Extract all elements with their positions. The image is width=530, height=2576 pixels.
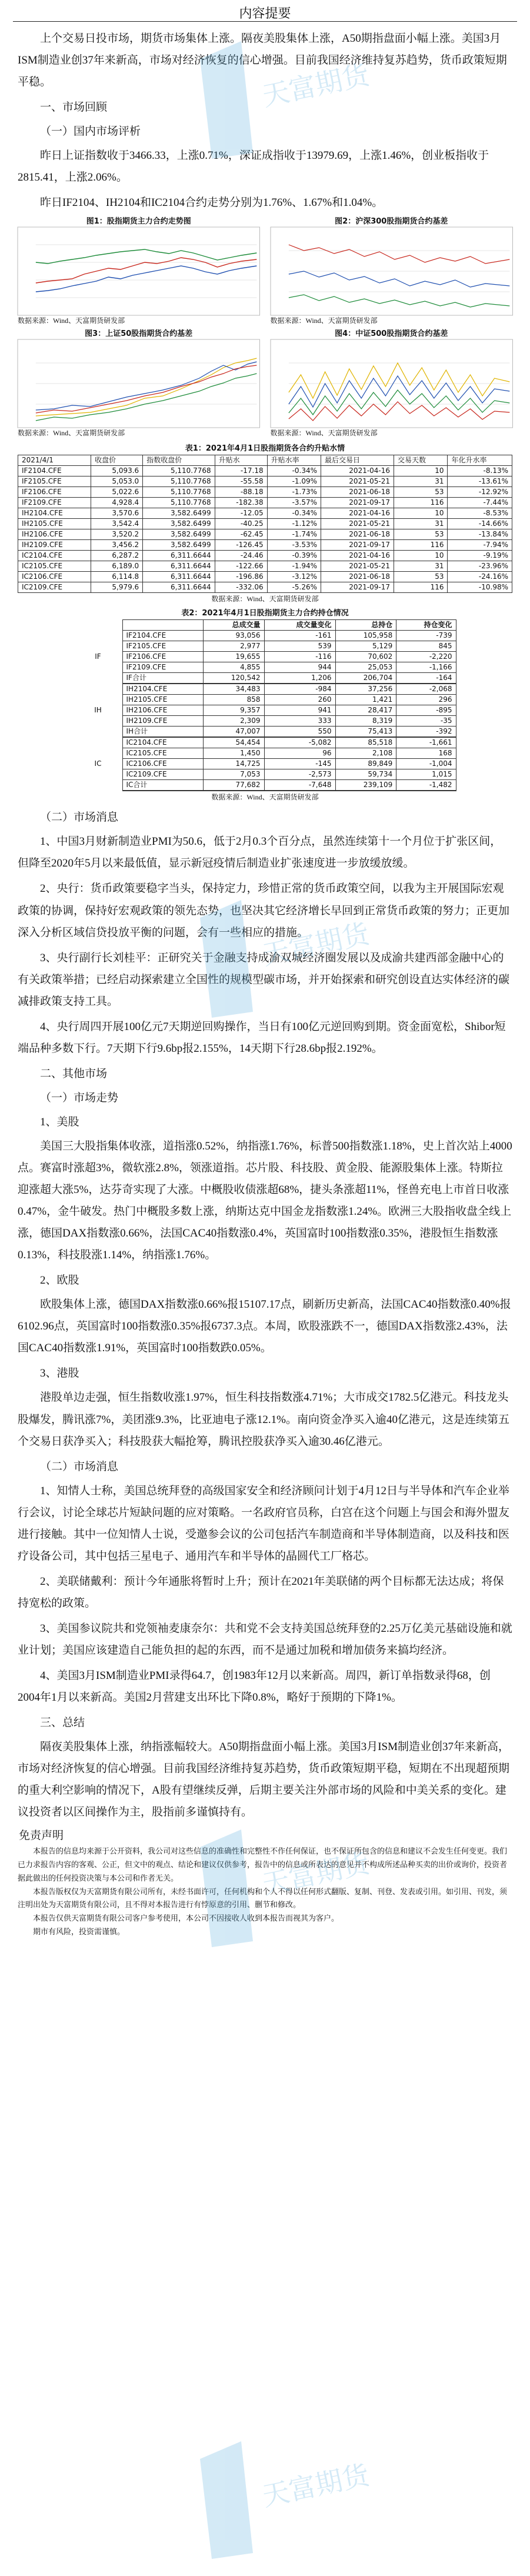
position-table-cell: 296 xyxy=(396,694,456,705)
summary-paragraph: 上个交易日投市场，期货市场集体上涨。隔夜美股集体上涨，A50期指盘面小幅上涨。美国3月ISM制造业创37年来新高，市场对经济恢复的信心增强。目前我国经济维持复苏趋势，货币政策短期平稳。 xyxy=(18,32,507,89)
basis-table-row xyxy=(18,518,512,529)
svg-text:天富期货: 天富期货 xyxy=(259,2458,372,2512)
position-table-cell: -984 xyxy=(264,684,335,695)
position-table-cell: 1,206 xyxy=(264,672,335,684)
position-table-cell: 239,109 xyxy=(335,779,396,791)
basis-table-cell: IF2109.CFE xyxy=(18,497,91,508)
position-table xyxy=(74,619,456,791)
basis-table-cell: 3,520.2 xyxy=(91,529,143,539)
page-title: 内容提要 xyxy=(239,6,291,21)
position-table-row xyxy=(74,779,456,791)
basis-table-cell: -1.12% xyxy=(267,518,321,529)
basis-table-row xyxy=(18,465,512,476)
basis-table-row xyxy=(18,486,512,497)
basis-table-cell: -7.44% xyxy=(448,497,512,508)
watermark-logo xyxy=(176,2435,372,2565)
chart-1-plot xyxy=(18,227,260,315)
basis-table-cell: 5,110.7768 xyxy=(143,476,215,486)
disclaimer-paragraph-4: 期市有风险，投资需谨慎。 xyxy=(33,1927,125,1936)
basis-table-cell: 10 xyxy=(394,508,448,518)
position-table-row xyxy=(74,737,456,748)
position-table-cell: 96 xyxy=(264,748,335,758)
basis-table-header: 年化升水率 xyxy=(448,455,512,465)
chart-1 xyxy=(18,217,260,325)
position-table-cell: -1,482 xyxy=(396,779,456,791)
basis-table-cell: IF2104.CFE xyxy=(18,465,91,476)
position-table-row xyxy=(74,748,456,758)
position-table-row xyxy=(74,672,456,684)
basis-table-cell: 3,582.6499 xyxy=(143,529,215,539)
position-table-cell: 4,855 xyxy=(203,662,264,672)
position-table-cell: IF2109.CFE xyxy=(122,662,203,672)
basis-table-row xyxy=(18,497,512,508)
basis-table-cell: 5,110.7768 xyxy=(143,497,215,508)
position-table-cell: -2,220 xyxy=(396,651,456,662)
basis-table-cell: 6,114.8 xyxy=(91,571,143,582)
basis-table-cell: 5,979.6 xyxy=(91,582,143,592)
basis-table-cell: 3,570.6 xyxy=(91,508,143,518)
subsection-domestic: （一）国内市场评析 xyxy=(40,125,141,138)
position-table-cell: 105,958 xyxy=(335,630,396,641)
disclaimer-paragraph-1: 本报告的信息均来源于公开资料，我公司对这些信息的准确性和完整性不作任何保证，也不保证所包含的信息和建议不会发生任何变更。我们已力求报告内容的客观、公正，但文中的观点、结论和建议仅供参考，报告中的信息或所表达的意见并不构成所述品种买卖的出价或询价，投资者据此做出的任何投资决策与本公司和作者无关。 xyxy=(18,1847,508,1882)
basis-table-cell: 2021-05-21 xyxy=(321,476,394,486)
position-table-cell: -7,648 xyxy=(264,779,335,791)
overseas-news-3: 3、美国参议院共和党领袖麦康奈尔：共和党不会支持美国总统拜登的2.25万亿美元基础设施和就业计划；美国应该建造自己能负担的起的东西，而不是通过加税和增加债务来搞均经济。 xyxy=(18,1622,512,1657)
chart-grid xyxy=(18,217,512,438)
overseas-news-4: 4、美国3月ISM制造业PMI录得64.7，创1983年12月以来新高。周四，新订单指数录得68，创2004年1月以来新高。美国2月营建支出环比下降0.8%，略好于预期的下降1%。 xyxy=(18,1669,491,1704)
position-table-row xyxy=(74,758,456,769)
basis-table-cell: 3,542.4 xyxy=(91,518,143,529)
position-table-cell: 77,682 xyxy=(203,779,264,791)
basis-table-row xyxy=(18,582,512,592)
chart-2-plot xyxy=(271,227,513,315)
chart-3-plot xyxy=(18,339,260,428)
position-table-cell: -392 xyxy=(396,726,456,737)
review-paragraph-2: 昨日IF2104、IH2104和IC2104合约走势分别为1.76%、1.67%和1.04%。 xyxy=(40,196,384,209)
position-table-cell: 941 xyxy=(264,705,335,715)
position-table-row xyxy=(74,641,456,651)
position-table-cell: 5,129 xyxy=(335,641,396,651)
position-table-cell: -895 xyxy=(396,705,456,715)
position-table-row xyxy=(74,726,456,737)
basis-table-cell: -122.66 xyxy=(215,561,267,571)
table-1-caption: 表1：2021年4月1日股指期货各合约升贴水情 xyxy=(185,444,345,454)
basis-table-cell: -5.26% xyxy=(267,582,321,592)
news-item-3: 3、央行副行长刘桂平：正研究关于金融支持成渝双城经济圈发展以及成渝共建西部金融中心的有关政策举措；已经启动探索建立全国性的规模型碳市场，并开始探索和研究创设直达实体经济的碳减排政策支持工具。 xyxy=(18,951,510,1008)
disclaimer xyxy=(0,1845,530,1938)
basis-table-cell: -1.73% xyxy=(267,486,321,497)
basis-table-cell: 53 xyxy=(394,486,448,497)
chart-3-title: 图3：上证50股指期货合约基差 xyxy=(85,329,193,338)
position-table-row xyxy=(74,662,456,672)
basis-table-cell: 3,456.2 xyxy=(91,539,143,550)
position-table-cell: -1,004 xyxy=(396,758,456,769)
basis-table-cell: IF2106.CFE xyxy=(18,486,91,497)
chart-3-source: 数据来源：Wind、天富期货研发部 xyxy=(18,428,125,437)
position-table-cell: 7,053 xyxy=(203,769,264,779)
basis-table-row xyxy=(18,571,512,582)
basis-table-cell: IC2105.CFE xyxy=(18,561,91,571)
basis-table-cell: 3,582.6499 xyxy=(143,518,215,529)
position-table-header xyxy=(74,619,123,630)
basis-table-cell: 5,110.7768 xyxy=(143,486,215,497)
position-table-cell: IF2104.CFE xyxy=(122,630,203,641)
position-table-cell: 206,704 xyxy=(335,672,396,684)
position-table-cell: 550 xyxy=(264,726,335,737)
position-table-row xyxy=(74,630,456,641)
basis-table-cell: IH2106.CFE xyxy=(18,529,91,539)
conclusion-paragraph: 隔夜美股集体上涨，纳指涨幅较大。A50期指盘面小幅上涨。美国3月ISM制造业创37年来新高，市场对经济恢复的信心增强。目前我国经济维持复苏趋势，货币政策短期平稳，短期在不出现超预期的重大利空影响的情况下，A股有望继续反弹，后期主要关注外部市场的风险和中美关系的变化。建议投资者以区间操作为主，股指前多谨慎持有。 xyxy=(18,1741,510,1819)
svg-text:天富期货: 天富期货 xyxy=(259,917,372,971)
basis-table-cell: -126.45 xyxy=(215,539,267,550)
basis-table-cell: -9.19% xyxy=(448,550,512,561)
chart-4 xyxy=(271,329,513,438)
subsection-overseas-news: （二）市场消息 xyxy=(40,1460,119,1473)
position-table-cell: IH2104.CFE xyxy=(122,684,203,695)
position-table-cell: -1,661 xyxy=(396,737,456,748)
position-table-cell: 59,734 xyxy=(335,769,396,779)
basis-table-cell: -17.18 xyxy=(215,465,267,476)
basis-table-cell: 2021-05-21 xyxy=(321,561,394,571)
basis-table-cell: -196.86 xyxy=(215,571,267,582)
basis-table-cell: 3,582.6499 xyxy=(143,508,215,518)
position-table-cell: 845 xyxy=(396,641,456,651)
position-table-row xyxy=(74,705,456,715)
review-paragraph-1: 昨日上证指数收于3466.33，上涨0.71%，深证成指收于13979.69，上涨1.46%，创业板指收于2815.41，上涨2.06%。 xyxy=(18,149,489,184)
position-table-cell: IF2106.CFE xyxy=(122,651,203,662)
basis-table-cell: IH2109.CFE xyxy=(18,539,91,550)
disclaimer-paragraph-2: 本报告版权仅为天富期货有限公司所有，未经书面许可，任何机构和个人不得以任何形式翻版、复制、刊登、发表或引用。如引用、刊发，须注明出处为天富期货有限公司，且不得对本报告进行有悖原意的引用、删节和修改。 xyxy=(18,1887,508,1909)
position-table-cell: 37,256 xyxy=(335,684,396,695)
chart-2-source: 数据来源：Wind、天富期货研发部 xyxy=(270,316,378,325)
position-table-group: IC xyxy=(94,759,102,768)
basis-table-cell: -12.05 xyxy=(215,508,267,518)
position-table-cell: IF2105.CFE xyxy=(122,641,203,651)
position-table-cell: 47,007 xyxy=(203,726,264,737)
basis-table-cell: -40.25 xyxy=(215,518,267,529)
chart-1-title: 图1：股指期货主力合约走势图 xyxy=(86,217,191,226)
chart-1-source: 数据来源：Wind、天富期货研发部 xyxy=(18,316,125,325)
basis-table-cell: -7.94% xyxy=(448,539,512,550)
basis-table-cell: IH2104.CFE xyxy=(18,508,91,518)
eu-stocks-paragraph: 欧股集体上涨，德国DAX指数涨0.66%报15107.17点，刷新历史新高，法国CAC40指数涨0.40%报6102.96点，英国富时100指数涨0.35%报6737.3点。本周，欧股涨跌不一，德国DAX指数涨2.43%，法国CAC40指数涨1.91%，英国富时100指数跌0.05%。 xyxy=(18,1298,511,1355)
basis-table-row xyxy=(18,508,512,518)
disclaimer-title: 免责声明 xyxy=(19,1829,64,1842)
position-table-cell: -2,068 xyxy=(396,684,456,695)
basis-table-cell: 6,311.6644 xyxy=(143,561,215,571)
basis-table-cell: -13.84% xyxy=(448,529,512,539)
basis-table-cell: 2021-06-18 xyxy=(321,486,394,497)
basis-table-cell: 53 xyxy=(394,571,448,582)
position-table-cell: 9,357 xyxy=(203,705,264,715)
position-table-cell: 858 xyxy=(203,694,264,705)
basis-table-row xyxy=(18,539,512,550)
position-table-cell: IC2109.CFE xyxy=(122,769,203,779)
basis-table-header: 最后交易日 xyxy=(321,455,394,465)
basis-table-cell: -1.94% xyxy=(267,561,321,571)
basis-table-cell: 53 xyxy=(394,529,448,539)
position-table-cell: -5,082 xyxy=(264,737,335,748)
chart-4-title: 图4：中证500股指期货合约基差 xyxy=(335,329,448,338)
basis-table-cell: -0.39% xyxy=(267,550,321,561)
basis-table-cell: 6,311.6644 xyxy=(143,550,215,561)
basis-table-cell: 6,189.0 xyxy=(91,561,143,571)
position-table-cell: IH2106.CFE xyxy=(122,705,203,715)
basis-table-cell: 5,093.6 xyxy=(91,465,143,476)
svg-text:天富期货: 天富期货 xyxy=(259,58,372,112)
basis-table-cell: 2021-05-21 xyxy=(321,518,394,529)
basis-table-cell: -182.38 xyxy=(215,497,267,508)
position-table-cell: 2,977 xyxy=(203,641,264,651)
us-stocks-paragraph: 美国三大股指集体收涨，道指涨0.52%，纳指涨1.76%，标普500指数涨1.18%，史上首次站上4000点。赛富时涨超3%，微软涨2.8%，领涨道指。芯片股、科技股、黄金股、能源股集体上涨。特斯拉迎涨超大涨5%，达芬奇实现了大涨。中概股收债涨超68%，捷头条涨超11%，怪兽充电上市首日收涨0.47%，金牛破发。热门中概股多数上涨，纳斯达克中国金龙指数涨1.24%。欧洲三大股指收盘全线上涨，德国DAX指数涨0.66%，法国CAC40指数涨0.4%，英国富时100指数涨0.35%，港股恒生指数涨0.13%，科技股涨1.14%，纳指涨1.76%。 xyxy=(18,1139,512,1262)
position-table-cell: -739 xyxy=(396,630,456,641)
basis-table-cell: -10.98% xyxy=(448,582,512,592)
position-table-cell: -35 xyxy=(396,715,456,726)
basis-table-cell: 5,022.6 xyxy=(91,486,143,497)
chart-2-title: 图2：沪深300股指期货合约基差 xyxy=(335,217,448,226)
basis-table-cell: 6,287.2 xyxy=(91,550,143,561)
position-table-cell: 2,108 xyxy=(335,748,396,758)
basis-table-cell: 31 xyxy=(394,561,448,571)
chart-4-plot xyxy=(271,339,513,428)
basis-table-cell: 2021-09-17 xyxy=(321,539,394,550)
position-table-group: IF xyxy=(95,652,101,661)
news-item-1: 1、中国3月财新制造业PMI为50.6，低于2月0.3个百分点，虽然连续第十一个月位于扩张区间，但降至2020年5月以来最低值，显示新冠疫情后制造业扩张速度进一步放缓放缓。 xyxy=(18,835,502,870)
position-table-cell: IH2105.CFE xyxy=(122,694,203,705)
position-table-cell: 539 xyxy=(264,641,335,651)
basis-table-cell: 10 xyxy=(394,550,448,561)
basis-table-header: 升贴水 xyxy=(215,455,267,465)
position-table-cell: 14,725 xyxy=(203,758,264,769)
section-market-review: 一、市场回顾 xyxy=(40,101,108,114)
basis-table-cell: 2021-04-16 xyxy=(321,465,394,476)
table-2-caption: 表2：2021年4月1日股指期货主力合约持仓情况 xyxy=(181,609,349,618)
basis-table-cell: -8.53% xyxy=(448,508,512,518)
basis-table-cell: 2021-06-18 xyxy=(321,529,394,539)
basis-table-cell: -24.16% xyxy=(448,571,512,582)
subsection-market-trend: （一）市场走势 xyxy=(40,1091,119,1104)
position-table-cell: -2,573 xyxy=(264,769,335,779)
chart-4-source: 数据来源：Wind、天富期货研发部 xyxy=(270,428,378,437)
section-other-markets: 二、其他市场 xyxy=(40,1067,108,1080)
basis-table-cell: -8.13% xyxy=(448,465,512,476)
position-table-group: IH xyxy=(94,705,102,714)
position-table-cell: 1,450 xyxy=(203,748,264,758)
hk-stocks-paragraph: 港股单边走强，恒生指数收涨1.97%，恒生科技指数涨4.71%；大市成交1782.5亿港元。科技龙头股爆发，腾讯涨7%，美团涨9.3%，比亚迪电子涨12.1%。南向资金净买入逾40亿港元，这是连续第五个交易日获净买入；科技股获大幅抢筹，腾讯控股获净买入逾30.46亿港元。 xyxy=(18,1391,509,1448)
table-1-source: 数据来源：Wind、天富期货研发部 xyxy=(211,594,319,603)
basis-table-cell: 2021-06-18 xyxy=(321,571,394,582)
position-table-cell: IF合计 xyxy=(122,672,203,684)
position-table-cell: 1,421 xyxy=(335,694,396,705)
position-table-cell: 75,413 xyxy=(335,726,396,737)
position-table-header: 成交量变化 xyxy=(264,619,335,630)
subsection-market-news: （二）市场消息 xyxy=(40,811,119,824)
position-table-cell: 70,602 xyxy=(335,651,396,662)
position-table-cell: -164 xyxy=(396,672,456,684)
basis-table-header: 升贴水率 xyxy=(267,455,321,465)
position-table-cell: 34,483 xyxy=(203,684,264,695)
position-table-cell: IH合计 xyxy=(122,726,203,737)
basis-table-cell: 4,928.4 xyxy=(91,497,143,508)
position-table-cell: IC2105.CFE xyxy=(122,748,203,758)
position-table-row xyxy=(74,684,456,695)
basis-table-cell: 5,053.0 xyxy=(91,476,143,486)
position-table-row xyxy=(74,715,456,726)
basis-table-row xyxy=(18,550,512,561)
basis-table-cell: 2021-04-16 xyxy=(321,550,394,561)
basis-table-cell: 2021-04-16 xyxy=(321,508,394,518)
basis-table-cell: -3.12% xyxy=(267,571,321,582)
heading-us-stocks: 1、美股 xyxy=(40,1115,79,1128)
basis-table-cell: -62.45 xyxy=(215,529,267,539)
basis-table-row xyxy=(18,476,512,486)
news-item-4: 4、央行周四开展100亿元7天期逆回购操作，当日有100亿元逆回购到期。资金面宽松，Shibor短端品种多数下行。7天期下行9.6bp报2.155%，14天期下行28.6bp报2.192%。 xyxy=(18,1020,506,1055)
position-table-cell: 25,053 xyxy=(335,662,396,672)
basis-table-cell: -14.66% xyxy=(448,518,512,529)
basis-table-cell: IH2105.CFE xyxy=(18,518,91,529)
basis-table-cell: IF2105.CFE xyxy=(18,476,91,486)
position-table-cell: 19,655 xyxy=(203,651,264,662)
basis-table-cell: -12.92% xyxy=(448,486,512,497)
position-table-cell: 1,015 xyxy=(396,769,456,779)
svg-text:天富期货: 天富期货 xyxy=(259,1847,372,1901)
basis-table-cell: -1.74% xyxy=(267,529,321,539)
basis-table-cell: 3,582.6499 xyxy=(143,539,215,550)
position-table-cell: 2,309 xyxy=(203,715,264,726)
basis-table-cell: -0.34% xyxy=(267,508,321,518)
news-item-2: 2、央行：货币政策要稳字当头，保持定力，珍惜正常的货币政策空间，以我为主开展国际宏观政策的协调，保持好宏观政策的领先态势，也坚决其它经济增长早回到正常货币政策的努力；正更加深入分析区域信贷投放平衡的问题，会有一些相应的措施。 xyxy=(18,882,510,939)
basis-table-header: 2021/4/1 xyxy=(18,455,91,465)
position-table-cell: -116 xyxy=(264,651,335,662)
position-table-cell: 333 xyxy=(264,715,335,726)
basis-table-header: 指数收盘价 xyxy=(143,455,215,465)
position-table-cell: IC2104.CFE xyxy=(122,737,203,748)
basis-table-cell: -3.53% xyxy=(267,539,321,550)
report-body xyxy=(0,22,530,1823)
basis-table-cell: 116 xyxy=(394,539,448,550)
position-table-header: 总持仓 xyxy=(335,619,396,630)
position-table-cell: -161 xyxy=(264,630,335,641)
basis-table-cell: -24.46 xyxy=(215,550,267,561)
position-table-row xyxy=(74,694,456,705)
basis-table-cell: -1.09% xyxy=(267,476,321,486)
position-table-cell: 120,542 xyxy=(203,672,264,684)
basis-table-cell: -0.34% xyxy=(267,465,321,476)
basis-table-row xyxy=(18,561,512,571)
position-table-header: 持仓变化 xyxy=(396,619,456,630)
basis-table-header: 收盘价 xyxy=(91,455,143,465)
position-table-cell: 8,319 xyxy=(335,715,396,726)
basis-table-cell: IC2106.CFE xyxy=(18,571,91,582)
heading-eu-stocks: 2、欧股 xyxy=(40,1274,79,1287)
overseas-news-1: 1、知情人士称，美国总统拜登的高级国家安全和经济顾问计划于4月12日与半导体和汽车企业举行会议，讨论全球芯片短缺问题的应对策略。一名政府官员称，白宫在这个问题上与国会和海外盟友进行接触。其中一位知情人士说，受邀参会议的公司包括汽车制造商和半导体制造商，以及科技和医疗设备公司，其中包括三星电子、通用汽车和半导体的晶圆代工厂格芯。 xyxy=(18,1484,510,1562)
basis-table xyxy=(18,455,512,593)
chart-3 xyxy=(18,329,260,438)
basis-table-cell: -88.18 xyxy=(215,486,267,497)
basis-table-cell: 10 xyxy=(394,465,448,476)
basis-table-cell: 6,311.6644 xyxy=(143,571,215,582)
disclaimer-paragraph-3: 本报告仅供天富期货有限公司客户参考使用，本公司不因接收人收到本报告而视其为客户。 xyxy=(33,1914,339,1923)
basis-table-cell: 31 xyxy=(394,518,448,529)
position-table-cell: 944 xyxy=(264,662,335,672)
position-table-header: 总成交量 xyxy=(203,619,264,630)
basis-table-cell: -13.61% xyxy=(448,476,512,486)
position-table-cell: IC合计 xyxy=(122,779,203,791)
position-table-cell: 93,056 xyxy=(203,630,264,641)
basis-table-cell: 2021-09-17 xyxy=(321,582,394,592)
basis-table-cell: 6,311.6644 xyxy=(143,582,215,592)
basis-table-cell: -3.57% xyxy=(267,497,321,508)
basis-table-row xyxy=(18,529,512,539)
basis-table-cell: -55.58 xyxy=(215,476,267,486)
position-table-cell: -1,166 xyxy=(396,662,456,672)
chart-2 xyxy=(271,217,513,325)
heading-hk-stocks: 3、港股 xyxy=(40,1367,79,1380)
basis-table-cell: 2021-09-17 xyxy=(321,497,394,508)
basis-table-cell: 5,110.7768 xyxy=(143,465,215,476)
basis-table-cell: 116 xyxy=(394,497,448,508)
position-table-row xyxy=(74,769,456,779)
basis-table-cell: IC2104.CFE xyxy=(18,550,91,561)
position-table-cell: 85,518 xyxy=(335,737,396,748)
position-table-cell: 168 xyxy=(396,748,456,758)
position-table-cell: IH2109.CFE xyxy=(122,715,203,726)
basis-table-cell: 31 xyxy=(394,476,448,486)
table-2-source: 数据来源：Wind、天富期货研发部 xyxy=(211,792,319,801)
position-table-cell: IC2106.CFE xyxy=(122,758,203,769)
basis-table-cell: IC2109.CFE xyxy=(18,582,91,592)
basis-table-cell: -23.96% xyxy=(448,561,512,571)
basis-table-cell: 116 xyxy=(394,582,448,592)
position-table-cell: 54,454 xyxy=(203,737,264,748)
position-table-cell: -145 xyxy=(264,758,335,769)
position-table-cell: 260 xyxy=(264,694,335,705)
position-table-cell: 89,849 xyxy=(335,758,396,769)
position-table-cell: 28,417 xyxy=(335,705,396,715)
overseas-news-2: 2、美联储戴利：预计今年通胀将暂时上升；预计在2021年美联储的两个目标都无法达成；将保持宽松的政策。 xyxy=(18,1575,504,1609)
position-table-row xyxy=(74,651,456,662)
section-conclusion: 三、总结 xyxy=(40,1717,85,1729)
basis-table-cell: -332.06 xyxy=(215,582,267,592)
basis-table-header: 交易天数 xyxy=(394,455,448,465)
position-table-header xyxy=(122,619,203,630)
